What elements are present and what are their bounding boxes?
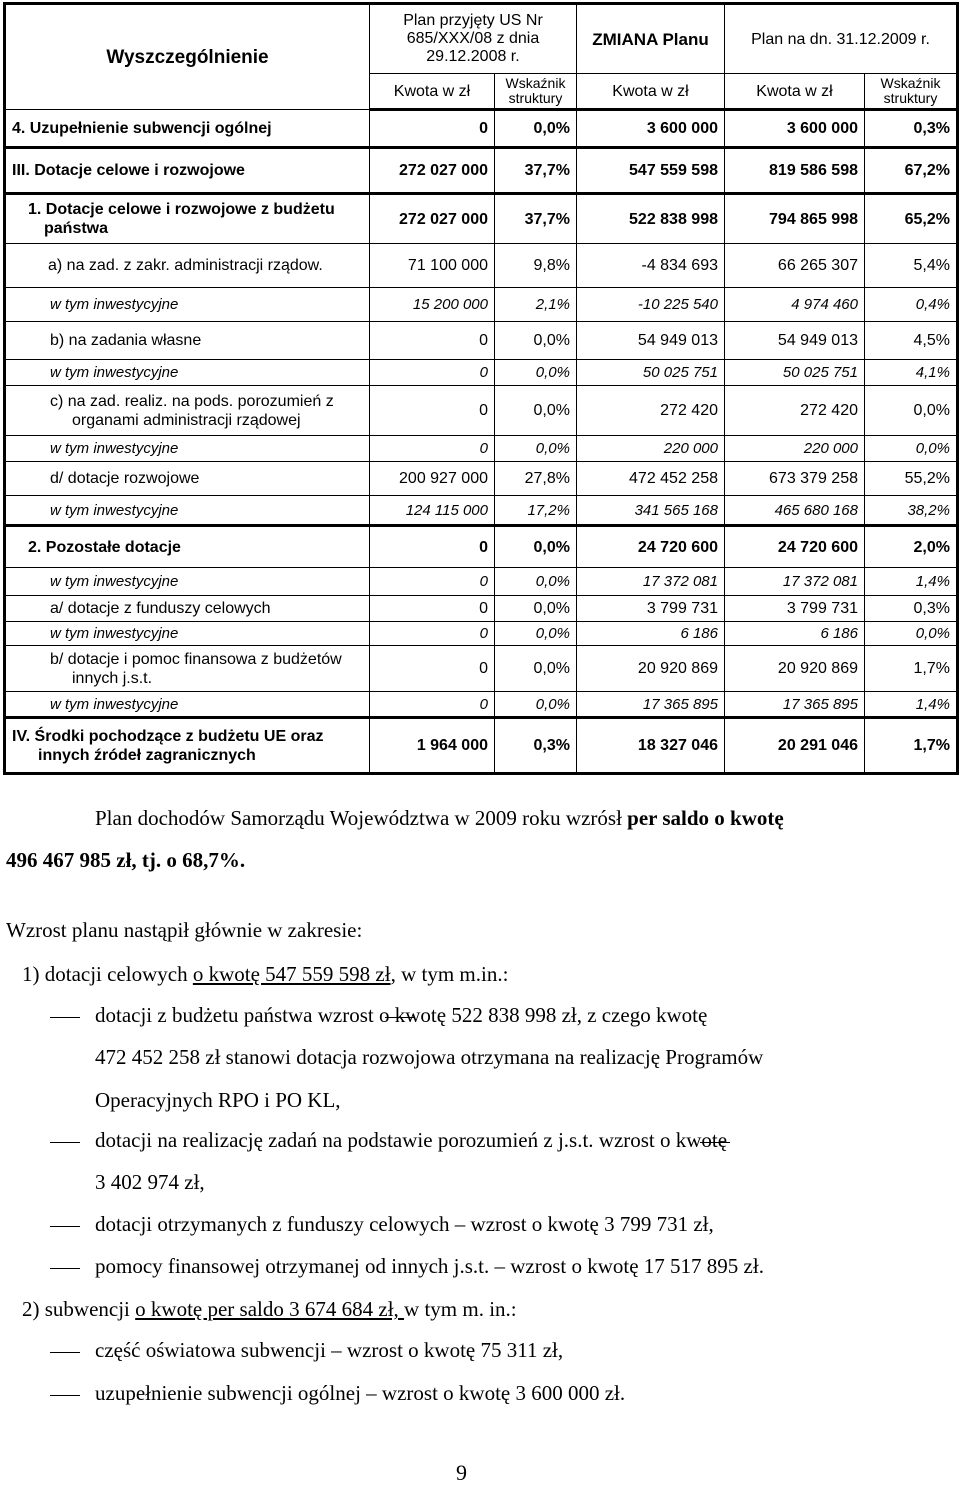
- cell: 272 027 000: [370, 194, 495, 244]
- cell: 220 000: [577, 436, 725, 462]
- row-label: a) na zad. z zakr. administracji rządow.: [5, 244, 370, 288]
- subitem-2-line-2: 3 402 974 zł,: [95, 1170, 205, 1194]
- cell: 5,4%: [865, 244, 958, 288]
- cell: 0: [370, 436, 495, 462]
- header-wyszczegolnienie: Wyszczególnienie: [5, 4, 370, 110]
- cell: 38,2%: [865, 496, 958, 526]
- subitem-6: uzupełnienie subwencji ogólnej – wzrost o kwotę 3 600 000 zł.: [95, 1381, 626, 1405]
- cell: 0: [370, 568, 495, 596]
- table-row: [5, 596, 958, 622]
- cell: 0,0%: [865, 436, 958, 462]
- cell: 66 265 307: [725, 244, 865, 288]
- cell: 37,7%: [495, 194, 577, 244]
- row-label: w tym inwestycyjne: [5, 360, 370, 386]
- dash-bullet: [50, 1142, 80, 1143]
- table-row: [5, 568, 958, 596]
- table-row: [5, 718, 958, 774]
- table-row: [5, 622, 958, 646]
- table-row: [5, 288, 958, 322]
- cell: 37,7%: [495, 148, 577, 194]
- table-row: [5, 360, 958, 386]
- dash-bullet: [50, 1017, 80, 1018]
- table-row: [5, 110, 958, 148]
- cell: 3 600 000: [725, 110, 865, 148]
- cell: 673 379 258: [725, 462, 865, 496]
- subitem-1-line-2: 472 452 258 zł stanowi dotacja rozwojowa otrzymana na realizację Programów: [95, 1045, 764, 1069]
- row-label: 1. Dotacje celowe i rozwojowe z budżetu państwa: [5, 194, 370, 244]
- cell: 0: [370, 646, 495, 692]
- cell: 65,2%: [865, 194, 958, 244]
- cell: 6 186: [725, 622, 865, 646]
- subitem-3: dotacji otrzymanych z funduszy celowych – wzrost o kwotę 3 799 731 zł,: [95, 1212, 714, 1236]
- cell: 0: [370, 692, 495, 718]
- cell: 0,0%: [495, 110, 577, 148]
- list-item-2: [22, 1297, 517, 1322]
- cell: 20 920 869: [725, 646, 865, 692]
- row-label: IV. Środki pochodzące z budżetu UE oraz innych źródeł zagranicznych: [5, 718, 370, 774]
- cell: 472 452 258: [577, 462, 725, 496]
- row-label: III. Dotacje celowe i rozwojowe: [5, 148, 370, 194]
- row-label: w tym inwestycyjne: [5, 568, 370, 596]
- cell: 272 420: [725, 386, 865, 436]
- cell: 341 565 168: [577, 496, 725, 526]
- cell: 0,3%: [865, 596, 958, 622]
- dash-separator: [385, 1017, 415, 1018]
- cell: 17 372 081: [577, 568, 725, 596]
- page-number: 9: [456, 1460, 467, 1485]
- table-row: [5, 646, 958, 692]
- cell: 465 680 168: [725, 496, 865, 526]
- budget-table: [3, 2, 959, 775]
- list-item-1: [22, 962, 508, 987]
- cell: 17 365 895: [577, 692, 725, 718]
- cell: 27,8%: [495, 462, 577, 496]
- header-kwota-2: Kwota w zł: [577, 74, 725, 110]
- cell: 0,0%: [495, 646, 577, 692]
- cell: 0,0%: [495, 568, 577, 596]
- header-zmiana: ZMIANA Planu: [577, 4, 725, 74]
- cell: 0,0%: [495, 386, 577, 436]
- cell: 0,3%: [865, 110, 958, 148]
- cell: 4 974 460: [725, 288, 865, 322]
- row-label: w tym inwestycyjne: [5, 436, 370, 462]
- row-label: b/ dotacje i pomoc finansowa z budżetów innych j.s.t.: [5, 646, 370, 692]
- header-kwota-1: Kwota w zł: [370, 74, 495, 110]
- dash-bullet: [50, 1268, 80, 1269]
- row-label: w tym inwestycyjne: [5, 692, 370, 718]
- table-row: [5, 436, 958, 462]
- cell: 0: [370, 526, 495, 568]
- text-span: , w tym m.in.:: [390, 962, 509, 986]
- cell: 0: [370, 386, 495, 436]
- cell: 272 420: [577, 386, 725, 436]
- table-row: [5, 148, 958, 194]
- cell: 124 115 000: [370, 496, 495, 526]
- text-span: 1) dotacji celowych: [22, 962, 193, 986]
- cell: 1,7%: [865, 646, 958, 692]
- cell: 0,4%: [865, 288, 958, 322]
- text-span: w tym m. in.:: [404, 1297, 517, 1321]
- cell: 819 586 598: [725, 148, 865, 194]
- row-label: 4. Uzupełnienie subwencji ogólnej: [5, 110, 370, 148]
- cell: 794 865 998: [725, 194, 865, 244]
- header-wskaznik-1: Wskaźnik struktury: [495, 74, 577, 110]
- cell: 1,4%: [865, 568, 958, 596]
- text-span-underlined: o kwotę 547 559 598 zł: [192, 962, 391, 986]
- cell: 17 372 081: [725, 568, 865, 596]
- cell: 2,0%: [865, 526, 958, 568]
- cell: 55,2%: [865, 462, 958, 496]
- row-label: w tym inwestycyjne: [5, 288, 370, 322]
- row-label: w tym inwestycyjne: [5, 496, 370, 526]
- cell: 0,0%: [495, 436, 577, 462]
- cell: 1 964 000: [370, 718, 495, 774]
- row-label: w tym inwestycyjne: [5, 622, 370, 646]
- cell: 0,0%: [495, 692, 577, 718]
- row-label: 2. Pozostałe dotacje: [5, 526, 370, 568]
- cell: 54 949 013: [725, 322, 865, 360]
- cell: 547 559 598: [577, 148, 725, 194]
- cell: 20 291 046: [725, 718, 865, 774]
- cell: 0,3%: [495, 718, 577, 774]
- cell: 6 186: [577, 622, 725, 646]
- paragraph-1: [95, 806, 784, 831]
- cell: 3 600 000: [577, 110, 725, 148]
- table-row: [5, 322, 958, 360]
- table-row: [5, 194, 958, 244]
- row-label: c) na zad. realiz. na pods. porozumień z organami administracji rządowej: [5, 386, 370, 436]
- table-row: [5, 496, 958, 526]
- cell: 1,7%: [865, 718, 958, 774]
- cell: 17 365 895: [725, 692, 865, 718]
- cell: 0,0%: [865, 622, 958, 646]
- cell: 0,0%: [495, 322, 577, 360]
- table-row: [5, 462, 958, 496]
- cell: 0,0%: [495, 596, 577, 622]
- text-span: 2) subwencji: [22, 1297, 136, 1321]
- table-row: [5, 386, 958, 436]
- paragraph-2: Wzrost planu nastąpił głównie w zakresie:: [6, 918, 363, 942]
- cell: 71 100 000: [370, 244, 495, 288]
- cell: 0: [370, 110, 495, 148]
- cell: 50 025 751: [725, 360, 865, 386]
- dash-separator: [700, 1142, 730, 1143]
- cell: 50 025 751: [577, 360, 725, 386]
- table-row: [5, 526, 958, 568]
- cell: 18 327 046: [577, 718, 725, 774]
- cell: 24 720 600: [577, 526, 725, 568]
- row-label: b) na zadania własne: [5, 322, 370, 360]
- paragraph-1-cont: 496 467 985 zł, tj. o 68,7%.: [6, 848, 246, 872]
- cell: 20 920 869: [577, 646, 725, 692]
- subitem-4: pomocy finansowej otrzymanej od innych j.s.t. – wzrost o kwotę 17 517 895 zł.: [95, 1254, 764, 1278]
- header-wskaznik-2: Wskaźnik struktury: [865, 74, 958, 110]
- cell: 2,1%: [495, 288, 577, 322]
- header-plan-przyjety: Plan przyjęty US Nr 685/XXX/08 z dnia 29.12.2008 r.: [370, 4, 577, 74]
- subitem-2-line-1: dotacji na realizację zadań na podstawie porozumień z j.s.t. wzrost o kwotę: [95, 1128, 728, 1152]
- cell: 4,5%: [865, 322, 958, 360]
- cell: 24 720 600: [725, 526, 865, 568]
- cell: 200 927 000: [370, 462, 495, 496]
- cell: 272 027 000: [370, 148, 495, 194]
- cell: 0,0%: [495, 526, 577, 568]
- dash-bullet: [50, 1395, 80, 1396]
- header-plan-na-dn: Plan na dn. 31.12.2009 r.: [725, 4, 958, 74]
- table-row: [5, 244, 958, 288]
- cell: 0,0%: [865, 386, 958, 436]
- cell: -4 834 693: [577, 244, 725, 288]
- subitem-1-line-3: Operacyjnych RPO i PO KL,: [95, 1088, 341, 1112]
- dash-bullet: [50, 1226, 80, 1227]
- row-label: d/ dotacje rozwojowe: [5, 462, 370, 496]
- cell: 54 949 013: [577, 322, 725, 360]
- cell: 15 200 000: [370, 288, 495, 322]
- subitem-1-line-1: dotacji z budżetu państwa wzrost o kwotę 522 838 998 zł, z czego kwotę: [95, 1003, 708, 1027]
- cell: 17,2%: [495, 496, 577, 526]
- cell: 522 838 998: [577, 194, 725, 244]
- subitem-5: część oświatowa subwencji – wzrost o kwotę 75 311 zł,: [95, 1338, 564, 1362]
- cell: 1,4%: [865, 692, 958, 718]
- cell: 0: [370, 622, 495, 646]
- text-span-underlined: o kwotę per saldo 3 674 684 zł,: [135, 1297, 405, 1321]
- table-row: [5, 692, 958, 718]
- header-kwota-3: Kwota w zł: [725, 74, 865, 110]
- cell: 220 000: [725, 436, 865, 462]
- cell: 3 799 731: [725, 596, 865, 622]
- dash-bullet: [50, 1352, 80, 1353]
- cell: 67,2%: [865, 148, 958, 194]
- row-label: a/ dotacje z funduszy celowych: [5, 596, 370, 622]
- cell: 0: [370, 322, 495, 360]
- cell: 3 799 731: [577, 596, 725, 622]
- text-span-bold: per saldo o kwotę: [627, 806, 784, 830]
- cell: 0,0%: [495, 360, 577, 386]
- cell: 9,8%: [495, 244, 577, 288]
- cell: -10 225 540: [577, 288, 725, 322]
- cell: 0: [370, 596, 495, 622]
- cell: 0: [370, 360, 495, 386]
- cell: 4,1%: [865, 360, 958, 386]
- text-span: Plan dochodów Samorządu Województwa w 2009 roku wzrósł: [95, 806, 628, 830]
- cell: 0,0%: [495, 622, 577, 646]
